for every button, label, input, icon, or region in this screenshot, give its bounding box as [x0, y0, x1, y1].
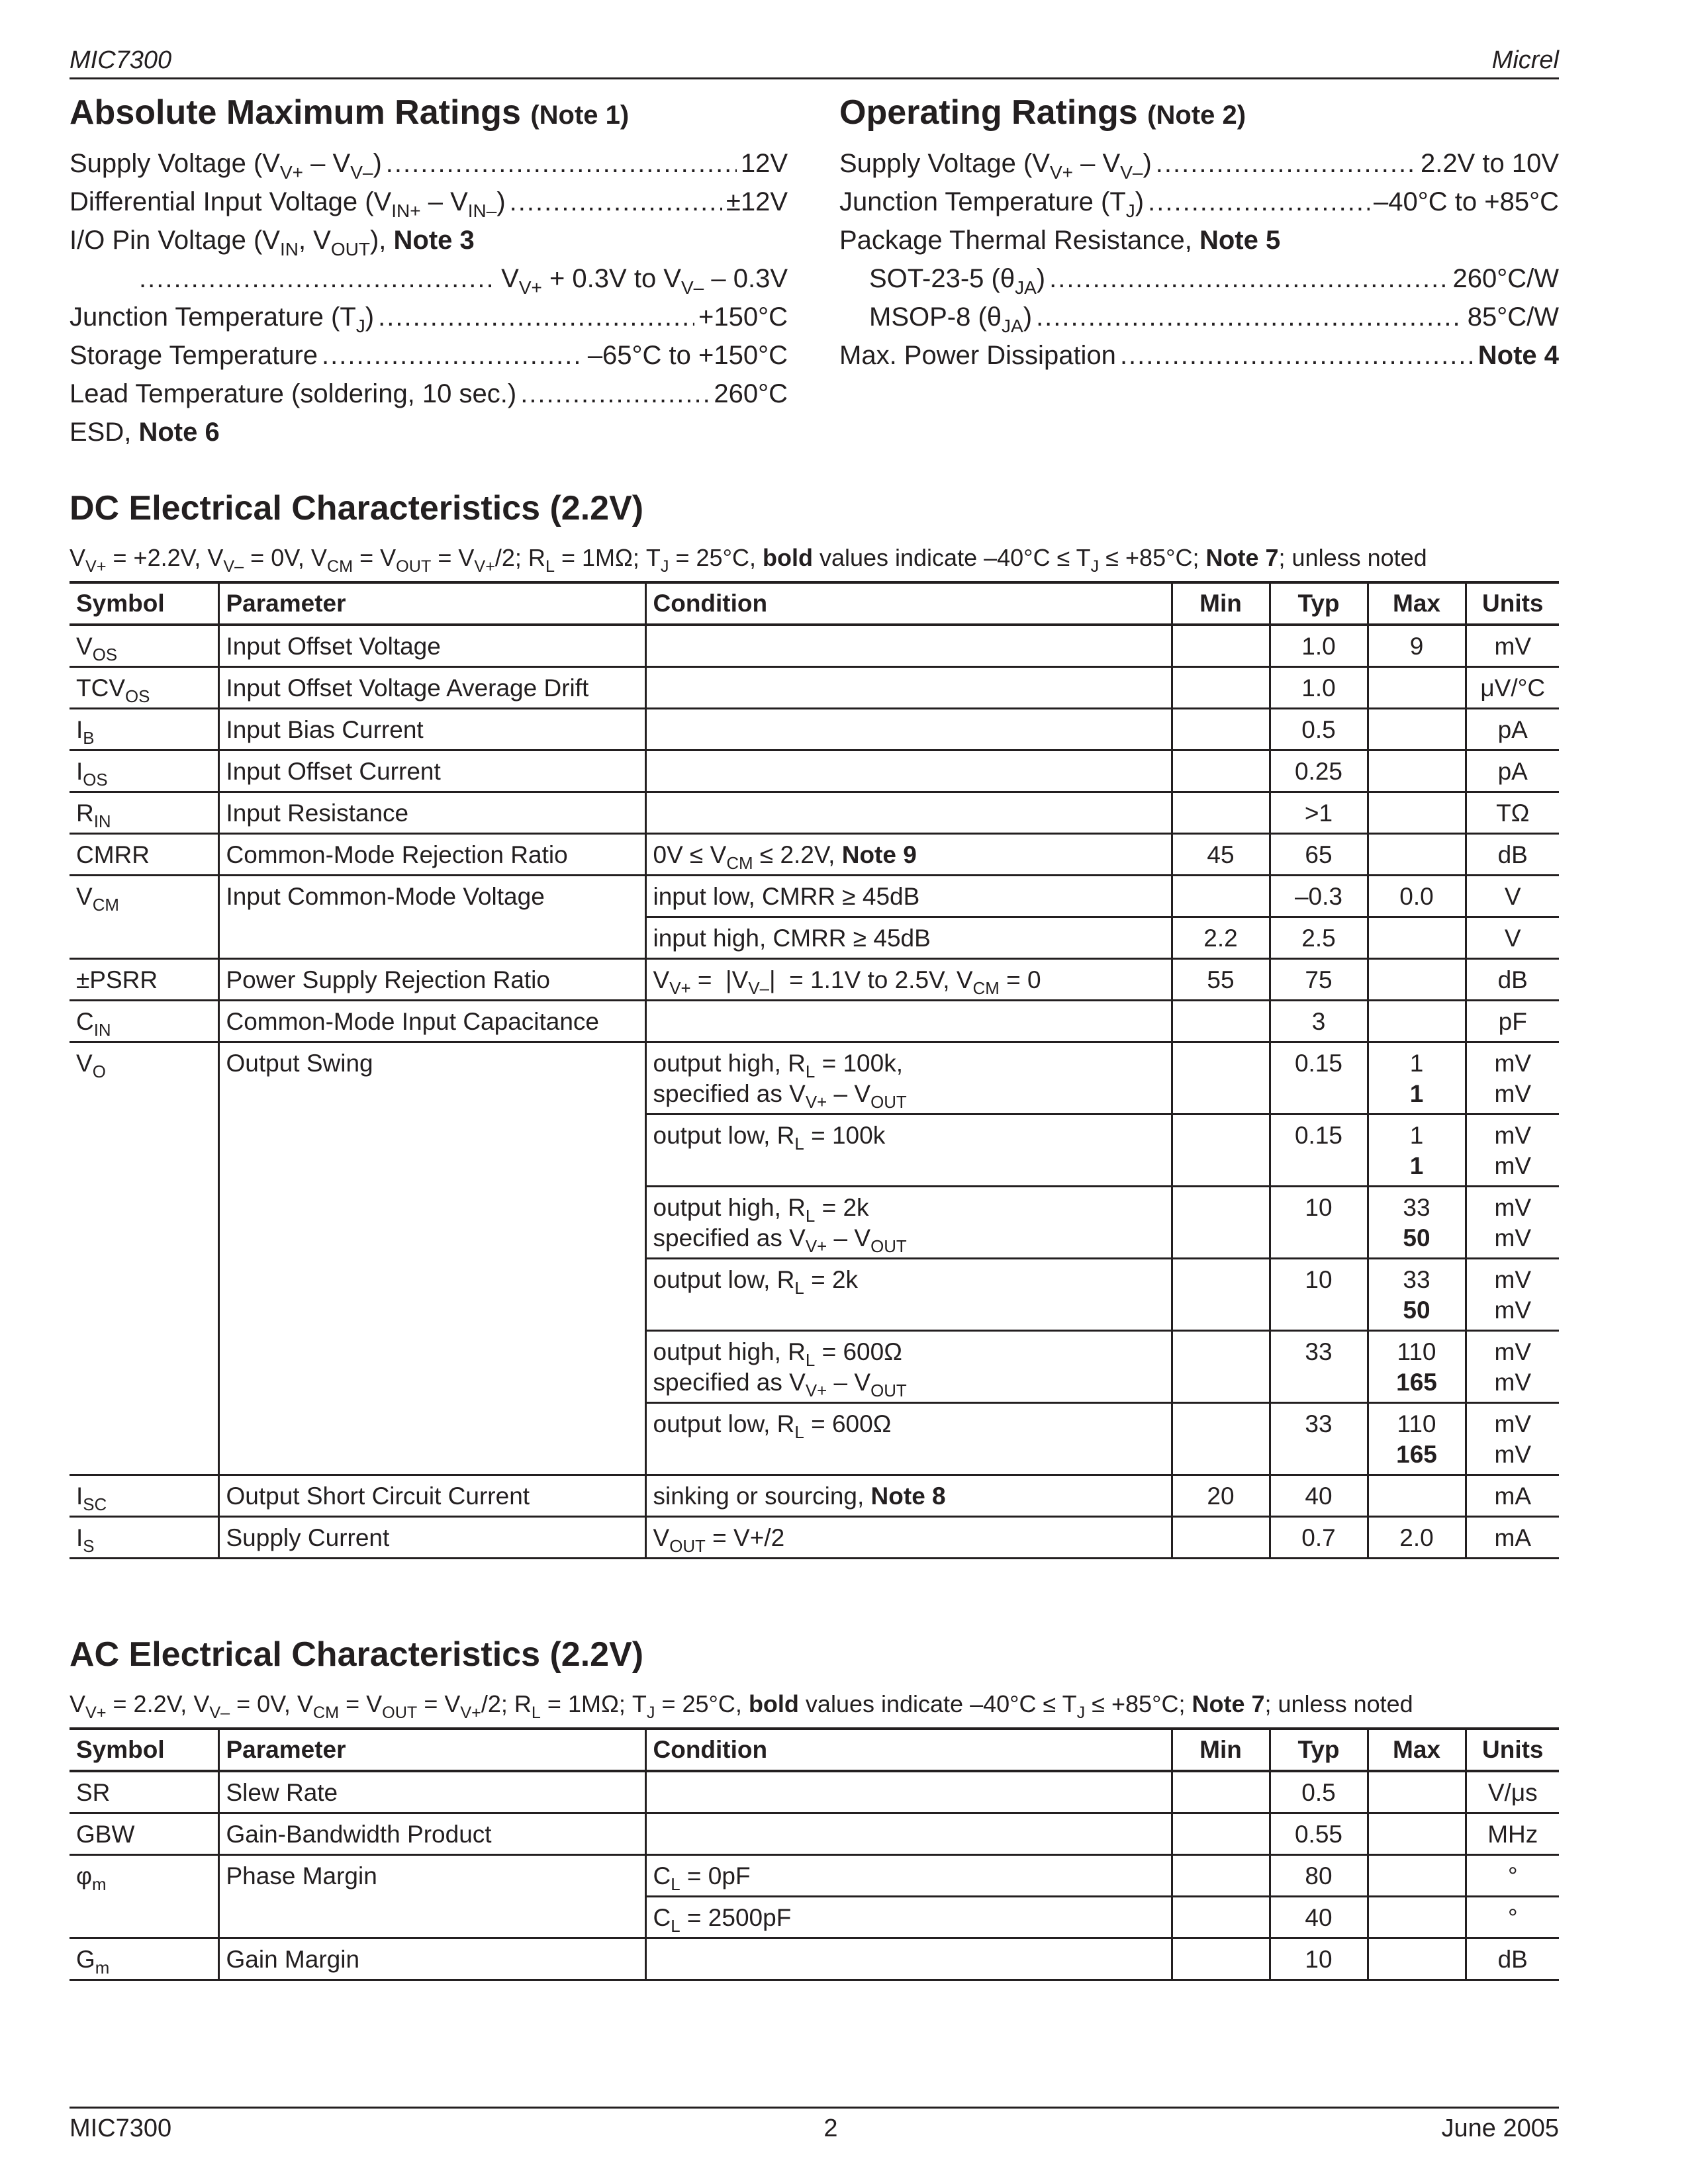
dc-conditions: $V_{V+} = +2.2V$, $V_{V-} = 0V$, $V_{CM} = V_{OUT} = V_{V+}/2$; $R_L = 1M\Omega$; $T_J = 25^\circ C$, bold values indicate $-40^\circ C \le T_J \le +85^\circ C$; Note 7; unless noted	[70, 544, 1427, 576]
rating-row: Supply Voltage $(V_{V+} - V_{V-})$ ..... 2.2V to 10V	[839, 144, 1559, 183]
table-header-row	[70, 1729, 1559, 1771]
table-row: output low, $R_L = 100k$ 0.15 1 1 mV mV	[70, 1115, 1559, 1187]
table-row: output high, $R_L = 600\Omega$ specified as $V_{V+} - V_{OUT}$ 33 110 165 mV mV	[70, 1331, 1559, 1403]
footer-rule	[70, 2107, 1559, 2109]
table-row: $V_{OS}$ Input Offset Voltage 1.0 9 mV	[70, 625, 1559, 667]
table-row: output low, $R_L = 2k$ 10 33 50 mV mV	[70, 1259, 1559, 1331]
col-header: Typ	[1270, 1729, 1368, 1771]
header-part-number: MIC7300	[70, 46, 172, 74]
rating-row: ESD, Note 6	[70, 418, 220, 447]
table-row: $I_{SC}$ Output Short Circuit Current sinking or sourcing, Note 8 20 40 mA	[70, 1475, 1559, 1517]
col-header: Max	[1368, 1729, 1466, 1771]
footer-part-number: MIC7300	[70, 2115, 172, 2142]
op-ratings-title: Operating Ratings (Note 2)	[839, 93, 1246, 132]
header-rule	[70, 77, 1559, 79]
table-row: CMRR Common-Mode Rejection Ratio $0V \le V_{CM} \le 2.2V$, Note 9 45 65 dB	[70, 834, 1559, 876]
col-header: Symbol	[70, 582, 218, 625]
abs-max-list	[70, 144, 788, 451]
table-row: $C_L = 2500pF$ 40 °	[70, 1897, 1559, 1938]
rating-row: Storage Temperature ..... –65°C to +150°C	[70, 336, 788, 375]
rating-row: ..... $V_{V+} + 0.3V$ to $V_{V-} - 0.3V$	[70, 259, 788, 298]
page-number: 2	[823, 2115, 838, 2142]
table-header-row	[70, 582, 1559, 625]
rating-row: Junction Temperature $(T_J)$ ..... +150°C	[70, 298, 788, 336]
dc-title: DC Electrical Characteristics (2.2V)	[70, 489, 644, 527]
rating-row: I/O Pin Voltage ($V_{IN}$, $V_{OUT}$), Note 3	[70, 226, 475, 259]
header-company: Micrel	[1491, 46, 1559, 74]
rating-row: Differential Input Voltage $(V_{IN+} - V_{IN-})$ ..... ±12V	[70, 183, 788, 221]
col-header: Condition	[645, 582, 1172, 625]
table-row: GBW Gain-Bandwidth Product 0.55 MHz	[70, 1813, 1559, 1855]
col-header: Min	[1172, 1729, 1270, 1771]
table-row: output high, $R_L = 2k$ specified as $V_{V+} - V_{OUT}$ 10 33 50 mV mV	[70, 1187, 1559, 1259]
col-header: Typ	[1270, 582, 1368, 625]
col-header: Parameter	[218, 1729, 645, 1771]
table-row: $I_B$ Input Bias Current 0.5 pA	[70, 709, 1559, 751]
col-header: Min	[1172, 582, 1270, 625]
table-row: $V_O$ Output Swing output high, $R_L = 100k$, specified as $V_{V+} - V_{OUT}$ 0.15 1 1 mV mV	[70, 1042, 1559, 1115]
col-header: Condition	[645, 1729, 1172, 1771]
abs-max-note: (Note 1)	[530, 101, 630, 130]
op-ratings-list	[839, 144, 1559, 375]
op-ratings-note: (Note 2)	[1147, 101, 1246, 130]
rating-row: Max. Power Dissipation ..... Note 4	[839, 336, 1559, 375]
table-row: $R_{IN}$ Input Resistance >1 TΩ	[70, 792, 1559, 834]
col-header: Units	[1466, 582, 1559, 625]
abs-max-title: Absolute Maximum Ratings (Note 1)	[70, 93, 630, 132]
table-row: $C_{IN}$ Common-Mode Input Capacitance 3 pF	[70, 1001, 1559, 1042]
rating-row: Junction Temperature $(T_J)$ ..... –40°C to +85°C	[839, 183, 1559, 221]
col-header: Parameter	[218, 582, 645, 625]
ac-title: AC Electrical Characteristics (2.2V)	[70, 1635, 644, 1674]
table-row: output low, $R_L = 600\Omega$ 33 110 165 mV mV	[70, 1403, 1559, 1475]
table-row: ±PSRR Power Supply Rejection Ratio $V_{V+} = |V_{V-}| = 1.1V$ to 2.5V, $V_{CM} = 0$ 55 75 dB	[70, 959, 1559, 1001]
rating-row: MSOP-8 $(\theta_{JA})$ ..... 85°C/W	[839, 298, 1559, 336]
table-row: $V_{CM}$ Input Common-Mode Voltage input low, CMRR ≥ 45dB –0.3 0.0 V	[70, 876, 1559, 917]
rating-row: Lead Temperature (soldering, 10 sec.) ..... 260°C	[70, 375, 788, 413]
col-header: Max	[1368, 582, 1466, 625]
col-header: Symbol	[70, 1729, 218, 1771]
table-row: $TCV_{OS}$ Input Offset Voltage Average Drift 1.0 μV/°C	[70, 667, 1559, 709]
table-row: $G_m$ Gain Margin 10 dB	[70, 1938, 1559, 1980]
table-row: $I_{OS}$ Input Offset Current 0.25 pA	[70, 751, 1559, 792]
table-row: input high, CMRR ≥ 45dB 2.2 2.5 V	[70, 917, 1559, 959]
footer-date: June 2005	[1441, 2115, 1559, 2142]
col-header: Units	[1466, 1729, 1559, 1771]
rating-row: Package Thermal Resistance, Note 5	[839, 226, 1281, 255]
table-row: $\varphi_m$ Phase Margin $C_L = 0pF$ 80 °	[70, 1855, 1559, 1897]
rating-row: Supply Voltage $(V_{V+} - V_{V-})$ ..... 12V	[70, 144, 788, 183]
rating-row: SOT-23-5 $(\theta_{JA})$ ..... 260°C/W	[839, 259, 1559, 298]
dc-table	[70, 581, 1559, 1559]
ac-table	[70, 1727, 1559, 1981]
table-row: SR Slew Rate 0.5 V/μs	[70, 1771, 1559, 1813]
ac-conditions: $V_{V+} = 2.2V$, $V_{V-} = 0V$, $V_{CM} = V_{OUT} = V_{V+}/2$; $R_L = 1M\Omega$; $T_J = 25^\circ C$, bold values indicate $-40^\circ C \le T_J \le +85^\circ C$; Note 7; unless noted	[70, 1690, 1413, 1722]
table-row: $I_S$ Supply Current $V_{OUT} = V+/2$ 0.7 2.0 mA	[70, 1517, 1559, 1559]
